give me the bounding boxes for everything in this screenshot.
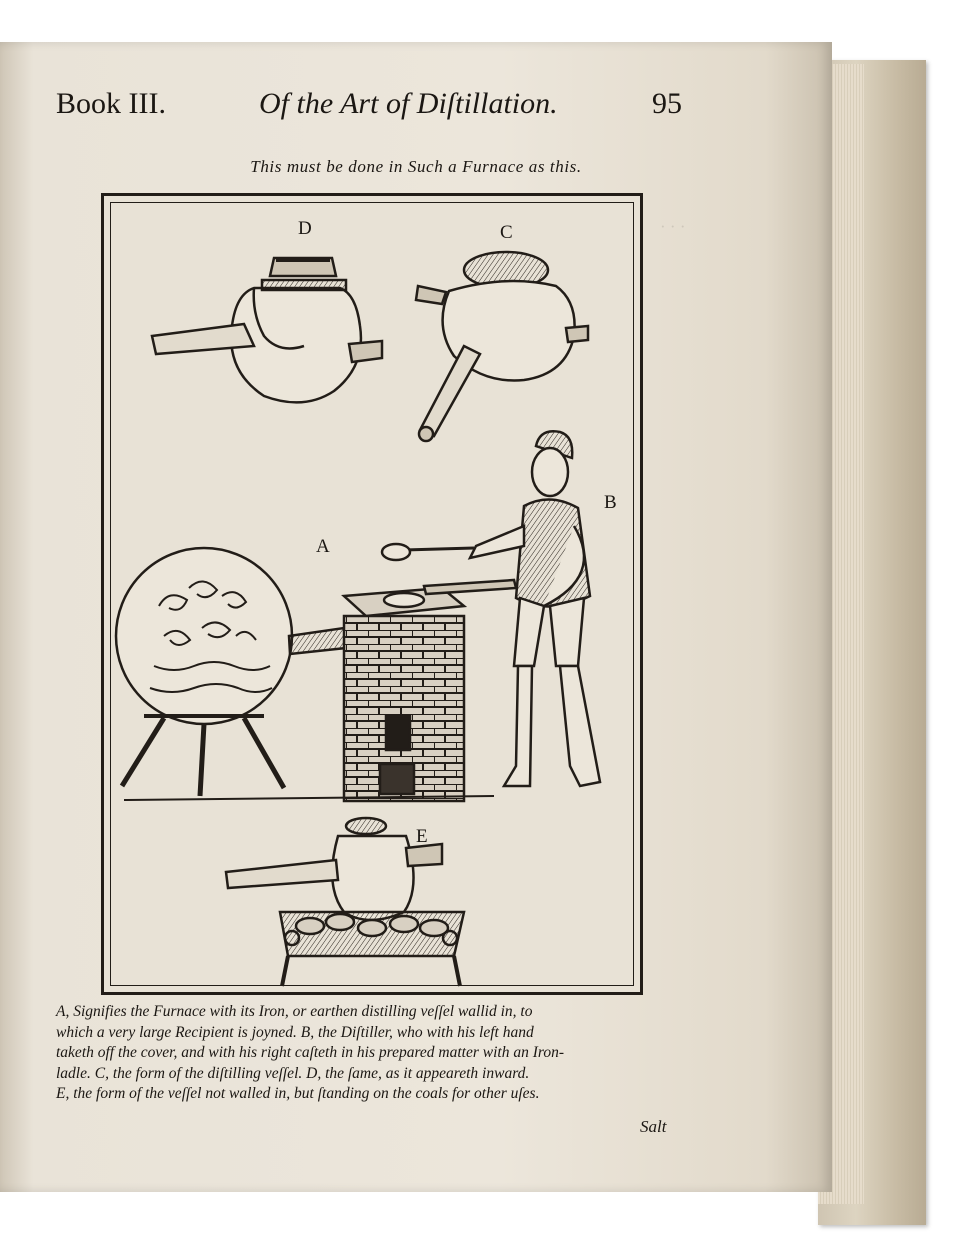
label-d: D (298, 218, 312, 239)
legend-line: taketh off the cover, and with his right caſteth in his prepared matter with an Iron- (56, 1044, 565, 1061)
page-header (56, 87, 702, 131)
book-page (0, 42, 832, 1192)
bleed-through-text: · · · (660, 217, 686, 236)
recipient-globe-a (116, 548, 346, 796)
woodcut-drawing (104, 196, 640, 992)
figure-legend (56, 1002, 696, 1105)
legend-line: E, the form of the veſſel not walled in, but ſtanding on the coals for other uſes. (56, 1085, 540, 1102)
figure-caption-top: This must be done in Such a Furnace as this. (250, 157, 582, 176)
label-e: E (416, 826, 428, 847)
label-a: A (316, 536, 330, 557)
label-c: C (500, 222, 513, 243)
legend-line: which a very large Recipient is joyned. B, the Diſtiller, who with his left hand (56, 1023, 534, 1041)
still-cutaway-d (152, 258, 382, 402)
catchword: Salt (640, 1117, 667, 1136)
legend-line: A, Signifies the Furnace with its Iron, or earthen distilling veſſel wallid in, to (56, 1003, 533, 1020)
running-title: Of the Art of Diſtillation. (259, 87, 558, 120)
vessel-on-coals-e (226, 818, 464, 986)
label-b: B (604, 492, 617, 513)
legend-line: ladle. C, the form of the diſtilling veſſel. D, the ſame, as it appeareth inward. (56, 1064, 530, 1082)
woodcut-illustration (101, 193, 643, 995)
book-label: Book III. (56, 87, 166, 120)
still-vessel-c (416, 252, 588, 441)
page-number: 95 (652, 87, 682, 120)
book (0, 42, 926, 1207)
